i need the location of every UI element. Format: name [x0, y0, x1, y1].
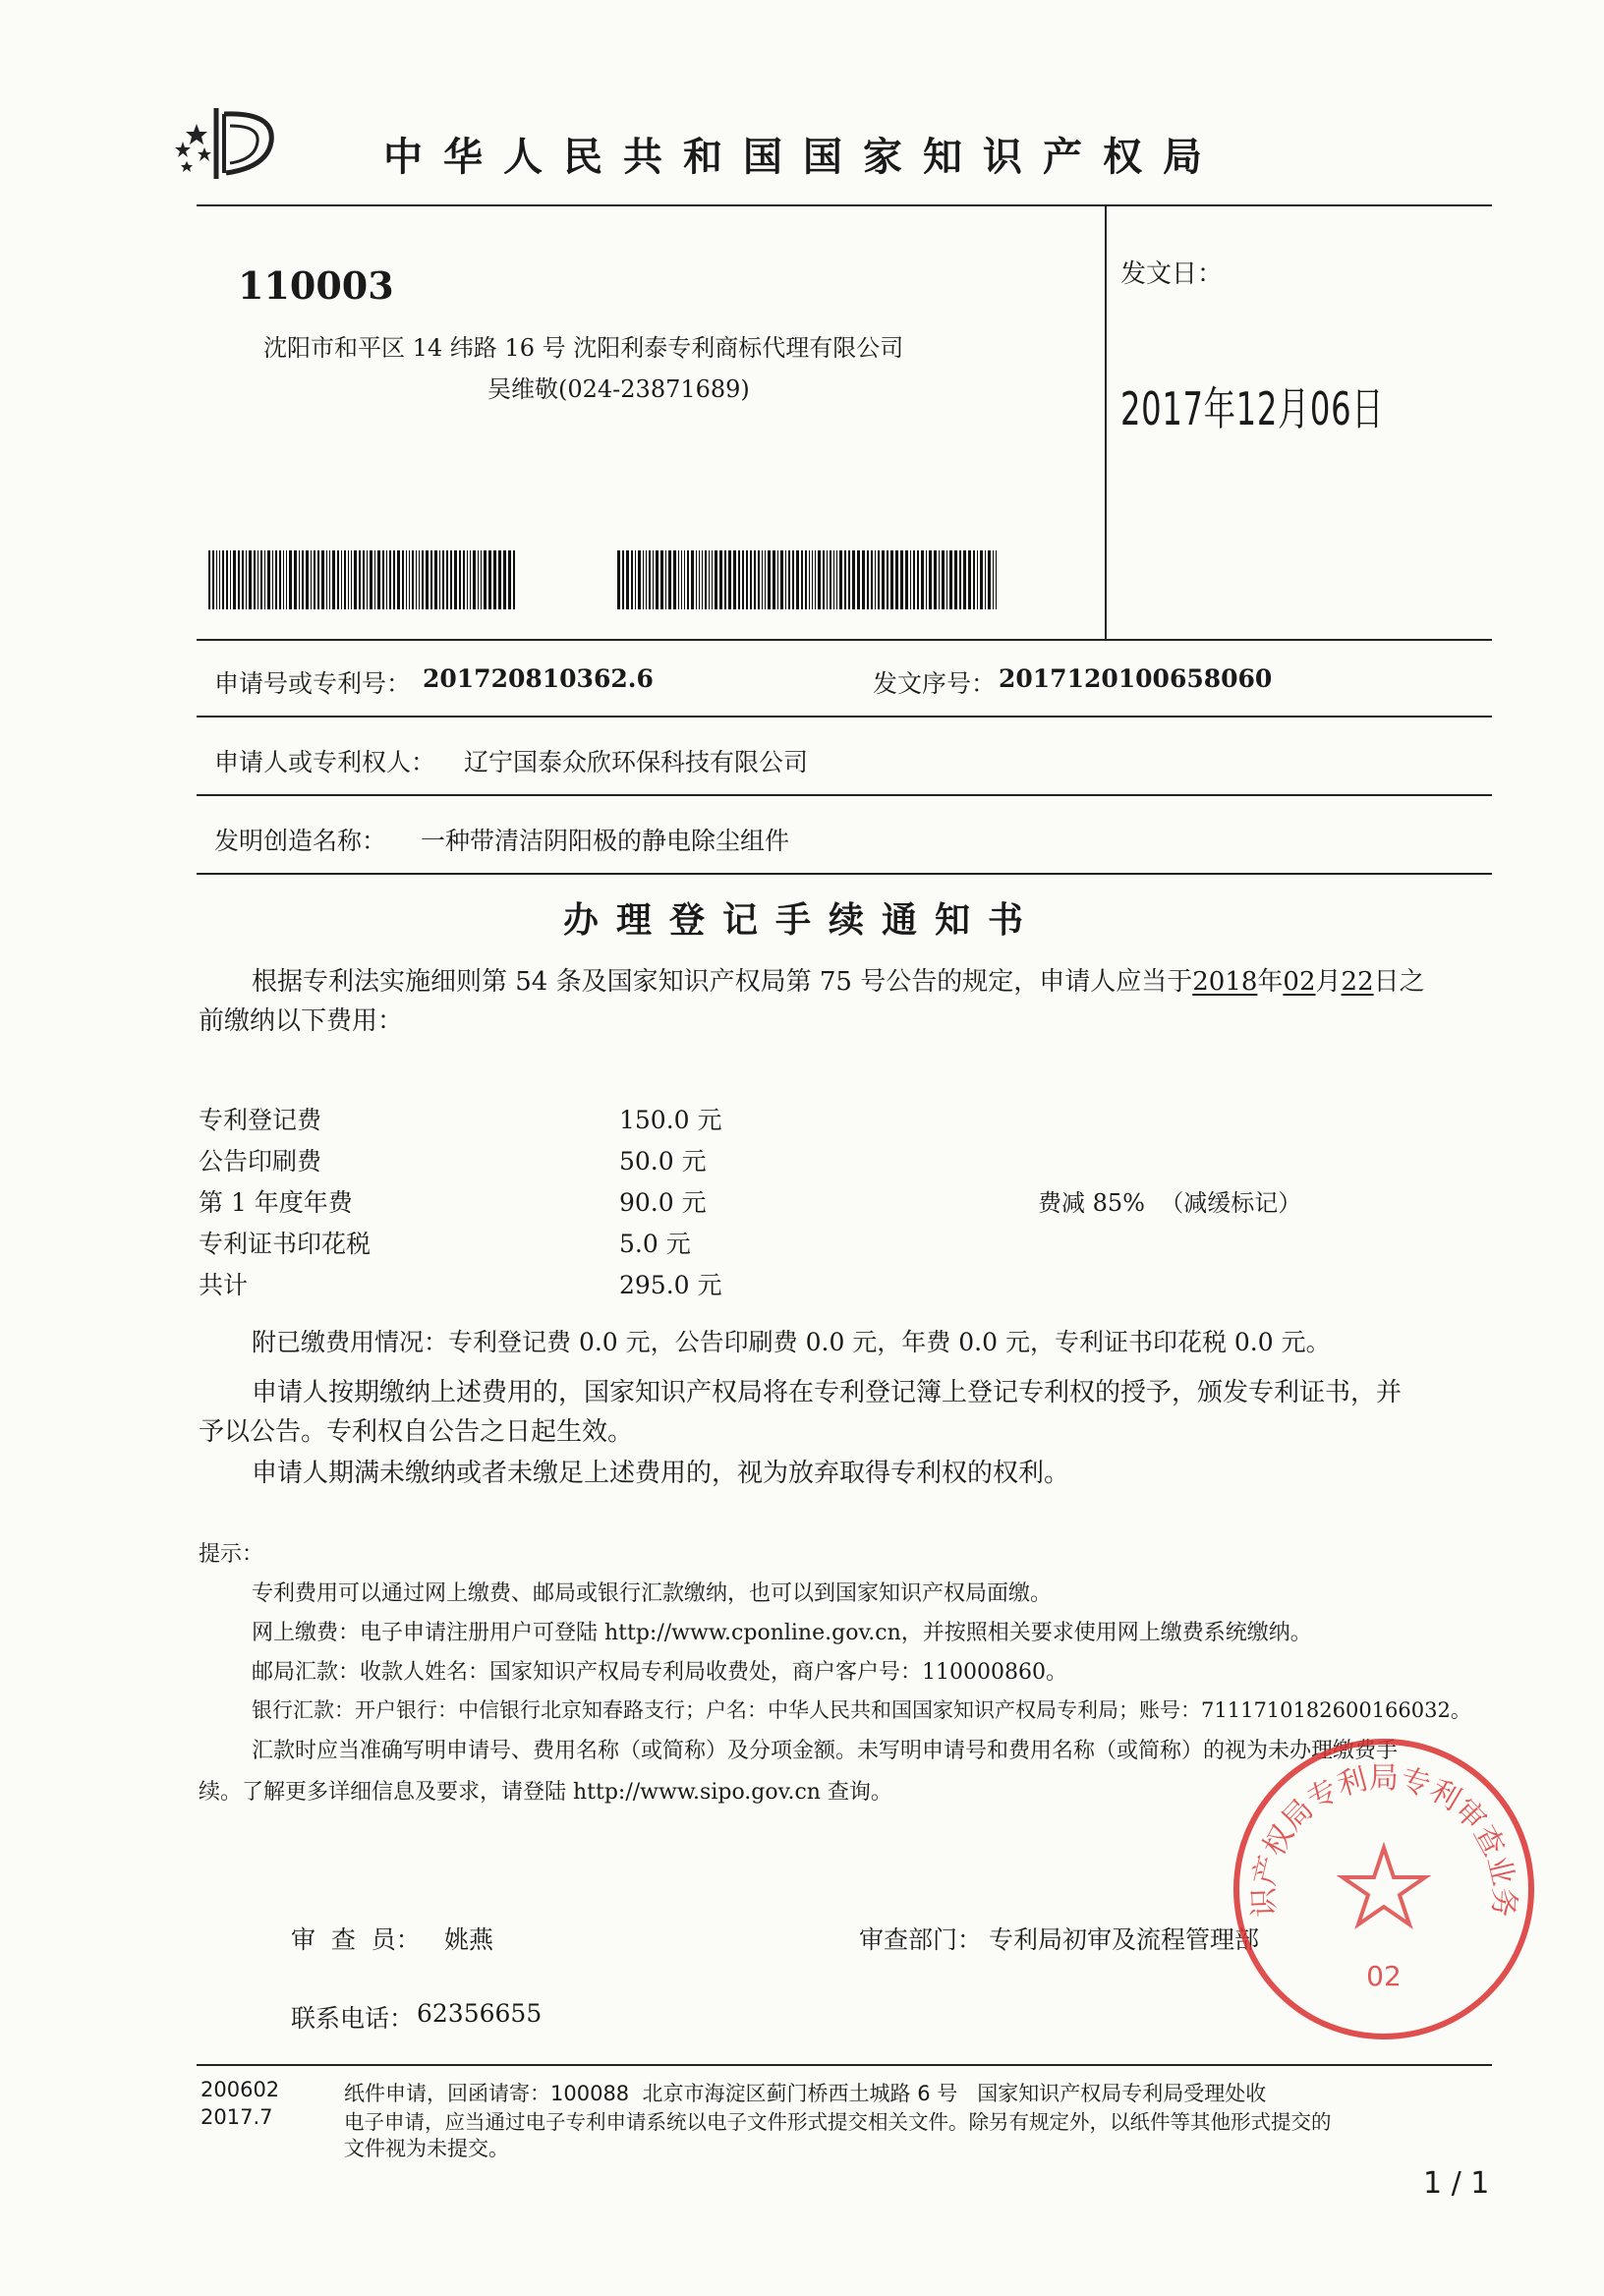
barcode-bar [344, 550, 346, 609]
seal-code: 02 [1366, 1960, 1402, 1992]
barcode-bar [386, 550, 387, 609]
invention-title: 一种带清洁阴阳极的静电除尘组件 [421, 827, 790, 855]
barcode-bar [450, 550, 452, 609]
barcode-bar [699, 550, 700, 609]
barcode-bar [905, 550, 908, 609]
barcode-bar [681, 550, 682, 609]
barcode-bar [503, 550, 506, 609]
application-number-label: 申请号或专利号： [214, 669, 412, 698]
barcode-bar [792, 550, 794, 609]
barcode-bar [279, 550, 281, 609]
barcode-bar [397, 550, 400, 609]
barcode-bar [724, 550, 726, 609]
barcode-bar [311, 550, 312, 609]
mailing-address: 沈阳市和平区 14 纬路 16 号 沈阳利泰专利商标代理有限公司 [263, 334, 904, 362]
barcode-bar [818, 550, 821, 609]
barcode-bar [233, 550, 236, 609]
barcode-bar [815, 550, 816, 609]
barcode-bar [977, 550, 978, 609]
barcode-bar [416, 550, 417, 609]
fee-reduction: 费减 85% （减缓标记） [1038, 1189, 1302, 1217]
barcode-bar [459, 550, 461, 609]
barcode-bar [419, 550, 420, 609]
intro-text: 根据专利法实施细则第 54 条及国家知识产权局第 75 号公告的规定，申请人应当于 [252, 967, 1193, 997]
barcode-bar [780, 550, 783, 609]
deadline-day: 22 [1341, 967, 1374, 997]
barcode-bar [882, 550, 885, 609]
tip-line: 邮局汇款：收款人姓名：国家知识产权局专利局收费处，商户客户号：110000860。 [252, 1660, 1067, 1685]
barcode-bar [678, 550, 679, 609]
barcode-bar [283, 550, 284, 609]
para1-line2: 予以公告。专利权自公告之日起生效。 [199, 1417, 634, 1447]
barcode-bar [765, 550, 766, 609]
barcode-bar [646, 550, 647, 609]
barcode-bar [788, 550, 790, 609]
barcode-bar [260, 550, 262, 609]
barcode-bar [289, 550, 292, 609]
barcode-bar [275, 550, 277, 609]
barcode-bar [299, 550, 300, 609]
barcode-bar [785, 550, 786, 609]
barcode-right [617, 550, 1030, 609]
barcode-bar [638, 550, 641, 609]
phone-label: 联系电话： [291, 2004, 415, 2033]
fee-name: 共计 [199, 1271, 249, 1299]
barcode-bar [926, 550, 927, 609]
rule-1 [197, 639, 1492, 641]
barcode-bar [238, 550, 240, 609]
barcode-bar [617, 550, 620, 609]
barcode-bar [374, 550, 375, 609]
notice-title: 办理登记手续通知书 [562, 900, 1041, 941]
barcode-bar [314, 550, 315, 609]
barcode-bar [673, 550, 676, 609]
footer-line: 文件视为未提交。 [344, 2137, 509, 2160]
barcode-bar [875, 550, 876, 609]
barcode-bar [622, 550, 624, 609]
agent-contact: 吴维敬(024-23871689) [487, 375, 750, 403]
barcode-bar [929, 550, 932, 609]
barcode-bar [696, 550, 697, 609]
barcode-left [208, 550, 552, 609]
seal-text: 识产权局专利局专利审查业务 [1246, 1760, 1521, 1919]
barcode-bar [939, 550, 940, 609]
barcode-bar [796, 550, 799, 609]
barcode-bar [836, 550, 837, 609]
barcode-bar [341, 550, 342, 609]
barcode-bar [762, 550, 763, 609]
barcode-bar [463, 550, 465, 609]
barcode-bar [742, 550, 744, 609]
barcode-bar [219, 550, 220, 609]
barcode-bar [367, 550, 368, 609]
barcode-bar [286, 550, 287, 609]
barcode-bar [272, 550, 273, 609]
barcode-bar [412, 550, 414, 609]
header-divider [1105, 204, 1107, 639]
barcode-bar [758, 550, 760, 609]
barcode-bar [454, 550, 457, 609]
barcode-bar [370, 550, 372, 609]
barcode-bar [768, 550, 771, 609]
barcode-bar [222, 550, 224, 609]
barcode-bar [665, 550, 666, 609]
intro-line2: 前缴纳以下费用： [199, 1006, 404, 1036]
barcode-bar [942, 550, 945, 609]
fee-name: 专利登记费 [199, 1106, 322, 1134]
barcode-bar [738, 550, 740, 609]
barcode-bar [653, 550, 654, 609]
barcode-bar [402, 550, 404, 609]
document-number: 2017120100658060 [999, 664, 1273, 693]
barcode-bar [422, 550, 424, 609]
form-code: 200602 [200, 2078, 280, 2101]
barcode-bar [668, 550, 671, 609]
deadline-year: 2018 [1192, 967, 1258, 997]
barcode-bar [917, 550, 919, 609]
barcode-bar [959, 550, 961, 609]
para2: 申请人期满未缴纳或者未缴足上述费用的，视为放弃取得专利权的权利。 [252, 1459, 1070, 1488]
barcode-bar [306, 550, 309, 609]
barcode-bar [852, 550, 855, 609]
fee-amount: 90.0 元 [619, 1188, 707, 1217]
barcode-bar [481, 550, 482, 609]
barcode-bar [332, 550, 335, 609]
barcode-bar [337, 550, 339, 609]
application-number: 201720810362.6 [423, 664, 654, 693]
barcode-bar [871, 550, 873, 609]
barcode-bar [389, 550, 391, 609]
barcode-bar [442, 550, 444, 609]
barcode-bar [805, 550, 807, 609]
barcode-bar [830, 550, 831, 609]
barcode-bar [246, 550, 247, 609]
barcode-bar [812, 550, 813, 609]
barcode-bar [687, 550, 689, 609]
barcode-bar [867, 550, 869, 609]
month-char: 月 [1315, 967, 1342, 997]
tips-heading: 提示： [199, 1542, 264, 1567]
barcode-bar [649, 550, 651, 609]
barcode-bar [993, 550, 994, 609]
barcode-bar [430, 550, 432, 609]
barcode-bar [377, 550, 380, 609]
barcode-bar [439, 550, 440, 609]
page-indicator: 1 / 1 [1423, 2166, 1490, 2201]
applicant-name: 辽宁国泰众欣环保科技有限公司 [464, 748, 809, 776]
barcode-bar [684, 550, 685, 609]
barcode-bar [434, 550, 437, 609]
barcode-bar [635, 550, 636, 609]
barcode-bar [973, 550, 975, 609]
footer-line: 电子申请，应当通过电子专利申请系统以电子文件形式提交相关文件。除另有规定外，以纸件等其他形式提交的 [344, 2110, 1332, 2134]
barcode-bar [900, 550, 903, 609]
department-name: 专利局初审及流程管理部 [989, 1925, 1260, 1954]
barcode-bar [827, 550, 828, 609]
barcode-bar [242, 550, 244, 609]
barcode-bar [382, 550, 384, 609]
barcode-bar [267, 550, 270, 609]
department-label: 审查部门： [859, 1925, 983, 1954]
barcode-bar [351, 550, 352, 609]
barcode-bar [359, 550, 361, 609]
tip-line: 银行汇款：开户银行：中信银行北京知春路支行；户名：中华人民共和国国家知识产权局专利局；账号：7111710182600166032。 [252, 1698, 1471, 1722]
barcode-bar [409, 550, 410, 609]
barcode-bar [230, 550, 231, 609]
issue-date-label: 发文日： [1120, 259, 1224, 289]
examiner-name: 姚燕 [444, 1925, 494, 1954]
barcode-bar [691, 550, 694, 609]
barcode-bar [212, 550, 214, 609]
fee-amount: 50.0 元 [619, 1147, 707, 1176]
barcode-bar [985, 550, 986, 609]
tip-line: 网上缴费：电子申请注册用户可登陆 http://www.cponline.gov.cn，并按照相关要求使用网上缴费系统缴纳。 [252, 1621, 1312, 1645]
barcode-bar [857, 550, 860, 609]
barcode-bar [890, 550, 893, 609]
fee-amount: 150.0 元 [619, 1106, 722, 1134]
barcode-bar [833, 550, 834, 609]
barcode-bar [968, 550, 971, 609]
paid-fees: 附已缴费用情况：专利登记费 0.0 元，公告印刷费 0.0 元，年费 0.0 元，专利证书印花税 0.0 元。 [252, 1328, 1331, 1356]
barcode-bar [249, 550, 252, 609]
deadline-month: 02 [1283, 967, 1316, 997]
barcode-bar [839, 550, 842, 609]
barcode-bar [823, 550, 825, 609]
examiner-label: 审 查 员： [291, 1925, 421, 1954]
barcode-bar [801, 550, 803, 609]
footer-rule [197, 2064, 1492, 2066]
barcode-bar [660, 550, 663, 609]
barcode-bar [954, 550, 957, 609]
form-version: 2017.7 [200, 2105, 273, 2129]
postcode: 110003 [238, 263, 394, 308]
barcode-bar [988, 550, 991, 609]
barcode-bar [913, 550, 915, 609]
barcode-bar [216, 550, 217, 609]
barcode-bar [946, 550, 947, 609]
fee-amount: 295.0 元 [619, 1271, 722, 1299]
barcode-bar [467, 550, 468, 609]
barcode-bar [910, 550, 911, 609]
barcode-bar [329, 550, 330, 609]
barcode-bar [393, 550, 395, 609]
year-char: 年 [1257, 967, 1284, 997]
barcode-bar [773, 550, 775, 609]
barcode-bar [963, 550, 966, 609]
barcode-bar [302, 550, 304, 609]
sipo-logo [165, 102, 283, 185]
barcode-bar [702, 550, 703, 609]
barcode-bar [887, 550, 888, 609]
barcode-bar [862, 550, 865, 609]
barcode-bar [348, 550, 349, 609]
barcode-bar [406, 550, 407, 609]
rule-4 [197, 873, 1492, 875]
barcode-bar [746, 550, 748, 609]
barcode-bar [478, 550, 479, 609]
barcode-bar [709, 550, 710, 609]
barcode-bar [980, 550, 983, 609]
barcode-bar [848, 550, 850, 609]
barcode-bar [733, 550, 736, 609]
barcode-bar [996, 550, 997, 609]
barcode-bar [809, 550, 810, 609]
phone-number: 62356655 [417, 1999, 543, 2028]
fee-name: 第 1 年度年费 [199, 1188, 353, 1217]
barcode-bar [294, 550, 297, 609]
footer-line: 纸件申请，回函请寄：100088 北京市海淀区蓟门桥西土城路 6 号 国家知识产权局专利局受理处收 [344, 2082, 1267, 2105]
barcode-bar [895, 550, 898, 609]
barcode-bar [363, 550, 365, 609]
fee-amount: 5.0 元 [619, 1230, 691, 1258]
barcode-bar [626, 550, 629, 609]
barcode-bar [321, 550, 324, 609]
tip-line: 续。了解更多详细信息及要求，请登陆 http://www.sipo.gov.cn 查询。 [199, 1780, 892, 1805]
tip-line: 专利费用可以通过网上缴费、邮局或银行汇款缴纳，也可以到国家知识产权局面缴。 [252, 1581, 1053, 1606]
barcode-bar [921, 550, 924, 609]
barcode-bar [878, 550, 880, 609]
barcode-bar [656, 550, 659, 609]
barcode-bar [728, 550, 731, 609]
barcode-bar [470, 550, 471, 609]
rule-2 [197, 716, 1492, 718]
barcode-bar [317, 550, 319, 609]
barcode-bar [498, 550, 501, 609]
barcode-bar [493, 550, 496, 609]
issue-date-stamp: 2017年12月06日 [1120, 382, 1385, 435]
barcode-bar [208, 550, 210, 609]
barcode-bar [844, 550, 846, 609]
applicant-label: 申请人或专利权人： [214, 748, 436, 776]
barcode-bar [754, 550, 756, 609]
invention-title-label: 发明创造名称： [214, 827, 387, 855]
para1-line1: 申请人按期缴纳上述费用的，国家知识产权局将在专利登记簿上登记专利权的授予，颁发专利证书，并 [252, 1378, 1403, 1407]
barcode-bar [488, 550, 491, 609]
barcode-bar [715, 550, 717, 609]
barcode-bar [513, 550, 515, 609]
barcode-bar [508, 550, 511, 609]
barcode-bar [712, 550, 713, 609]
barcode-bar [326, 550, 327, 609]
barcode-bar [949, 550, 952, 609]
official-seal [1227, 1732, 1541, 2046]
barcode-bar [264, 550, 265, 609]
svg-text:国家知识产权局专利局专利审查业务专用章 [1227, 1732, 1520, 1918]
barcode-bar [473, 550, 476, 609]
agency-title: 中华人民共和国国家知识产权局 [383, 135, 1223, 180]
intro-paragraph [252, 961, 1425, 998]
barcode-bar [643, 550, 644, 609]
barcode-bar [226, 550, 228, 609]
barcode-bar [934, 550, 937, 609]
tip-line: 汇款时应当准确写明申请号、费用名称（或简称）及分项金额。未写明申请号和费用名称（或简称）的视为未办理缴费手 [252, 1739, 1399, 1763]
fee-name: 专利证书印花税 [199, 1230, 372, 1258]
barcode-bar [705, 550, 707, 609]
barcode-bar [631, 550, 633, 609]
barcode-bar [750, 550, 752, 609]
rule-3 [197, 794, 1492, 796]
barcode-bar [484, 550, 487, 609]
barcode-bar [719, 550, 722, 609]
header-rule [197, 204, 1492, 206]
barcode-bar [426, 550, 429, 609]
fee-name: 公告印刷费 [199, 1147, 322, 1176]
barcode-bar [354, 550, 357, 609]
barcode-bar [254, 550, 256, 609]
barcode-bar [446, 550, 448, 609]
barcode-bar [777, 550, 778, 609]
document-number-label: 发文序号： [873, 669, 997, 698]
intro-tail: 日之 [1373, 967, 1425, 997]
